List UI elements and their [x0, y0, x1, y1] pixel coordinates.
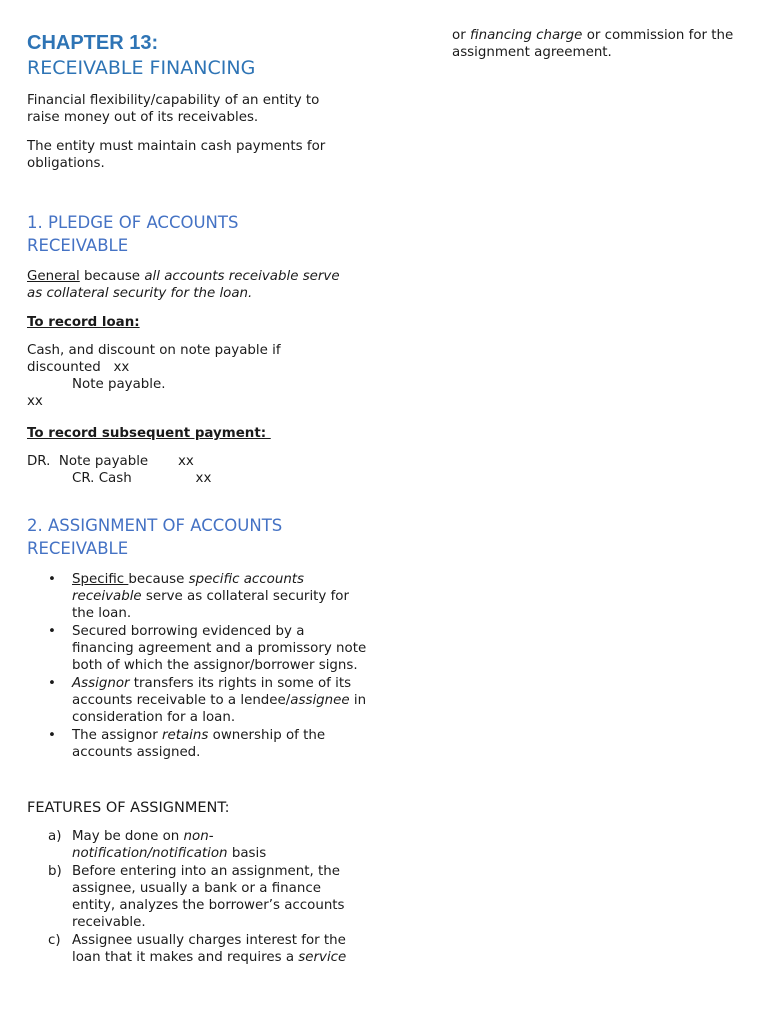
loan-entry-line-3: Note payable. — [72, 377, 166, 392]
feature-c-italic: service — [298, 950, 347, 965]
record-loan-heading: To record loan: — [27, 315, 140, 330]
bullet-3-italic-a: Assignor — [72, 676, 130, 691]
list-item — [27, 675, 367, 726]
loan-entry-line-4: xx — [27, 394, 43, 409]
chapter-label: CHAPTER 13: — [27, 32, 159, 54]
continued-text-a: or — [452, 28, 470, 43]
list-label: c) — [48, 933, 61, 948]
bullet-1-italic: specific accounts receivable — [72, 572, 305, 604]
list-item — [27, 932, 367, 966]
section-1-heading-line2: RECEIVABLE — [27, 236, 129, 255]
features-heading: FEATURES OF ASSIGNMENT: — [27, 800, 230, 816]
bullet-3-italic-b: assignee — [290, 693, 350, 708]
general-description: all accounts receivable serve as collateral security for the loan. — [27, 269, 340, 301]
assignment-bullet-list — [27, 571, 367, 762]
continued-paragraph — [452, 27, 747, 61]
list-label: b) — [48, 864, 62, 879]
bullet-icon: • — [48, 676, 56, 691]
list-item — [27, 571, 367, 622]
feature-b-text: Before entering into an assignment, the assignee, usually a bank or a finance entity, analyzes the borrower’s accounts receivable. — [72, 864, 345, 930]
list-item — [27, 828, 367, 862]
loan-entry-line-2: discounted xx — [27, 360, 130, 375]
record-payment-heading: To record subsequent payment: — [27, 426, 271, 441]
general-because: because — [79, 269, 145, 284]
features-list — [27, 828, 367, 967]
bullet-3-text-a: transfers its rights in some of its accounts receivable to a lendee/ — [72, 676, 352, 708]
intro-paragraph-1: Financial flexibility/capability of an entity to raise money out of its receivables. — [27, 93, 320, 125]
loan-entry — [27, 342, 357, 410]
feature-a-italic: non-notification/notification — [72, 829, 228, 861]
bullet-1-text-a: because — [128, 572, 189, 587]
continued-italic: financing charge — [469, 28, 583, 43]
intro-paragraph-2: The entity must maintain cash payments for obligations. — [27, 139, 326, 171]
list-label: a) — [48, 829, 62, 844]
feature-a-text-b: basis — [227, 846, 267, 861]
page-title: RECEIVABLE FINANCING — [27, 57, 256, 79]
loan-entry-line-1: Cash, and discount on note payable if — [27, 343, 281, 358]
section-1-heading — [27, 211, 238, 257]
list-item — [27, 727, 367, 761]
bullet-icon: • — [48, 728, 56, 743]
general-term: General — [27, 269, 80, 284]
bullet-2-text: Secured borrowing evidenced by a financing agreement and a promissory note both of which the assignor/borrower signs. — [72, 624, 367, 673]
bullet-1-text-b: serve as collateral security for the loan. — [72, 589, 350, 621]
feature-a-text-a: May be done on — [72, 829, 184, 844]
bullet-icon: • — [48, 572, 56, 587]
specific-term: Specific — [72, 572, 129, 587]
continued-text-b: or commission for the assignment agreement. — [452, 28, 734, 60]
section-1-heading-line1: 1. PLEDGE OF ACCOUNTS — [27, 213, 239, 232]
payment-entry — [27, 453, 357, 487]
feature-c-text: Assignee usually charges interest for the loan that it makes and requires a — [72, 933, 346, 965]
bullet-4-text-b: ownership of the accounts assigned. — [72, 728, 326, 760]
section-2-heading — [27, 514, 282, 560]
bullet-4-italic: retains — [161, 728, 209, 743]
list-item — [27, 863, 367, 931]
bullet-3-text-b: in consideration for a loan. — [72, 693, 367, 725]
payment-entry-line-1: DR. Note payable xx — [27, 454, 194, 469]
bullet-4-text-a: The assignor — [72, 728, 162, 743]
bullet-icon: • — [48, 624, 56, 639]
general-paragraph — [27, 268, 357, 302]
payment-entry-line-2: CR. Cash xx — [72, 471, 212, 486]
section-2-heading-line2: RECEIVABLE — [27, 539, 129, 558]
section-2-heading-line1: 2. ASSIGNMENT OF ACCOUNTS — [27, 516, 283, 535]
list-item — [27, 623, 367, 674]
